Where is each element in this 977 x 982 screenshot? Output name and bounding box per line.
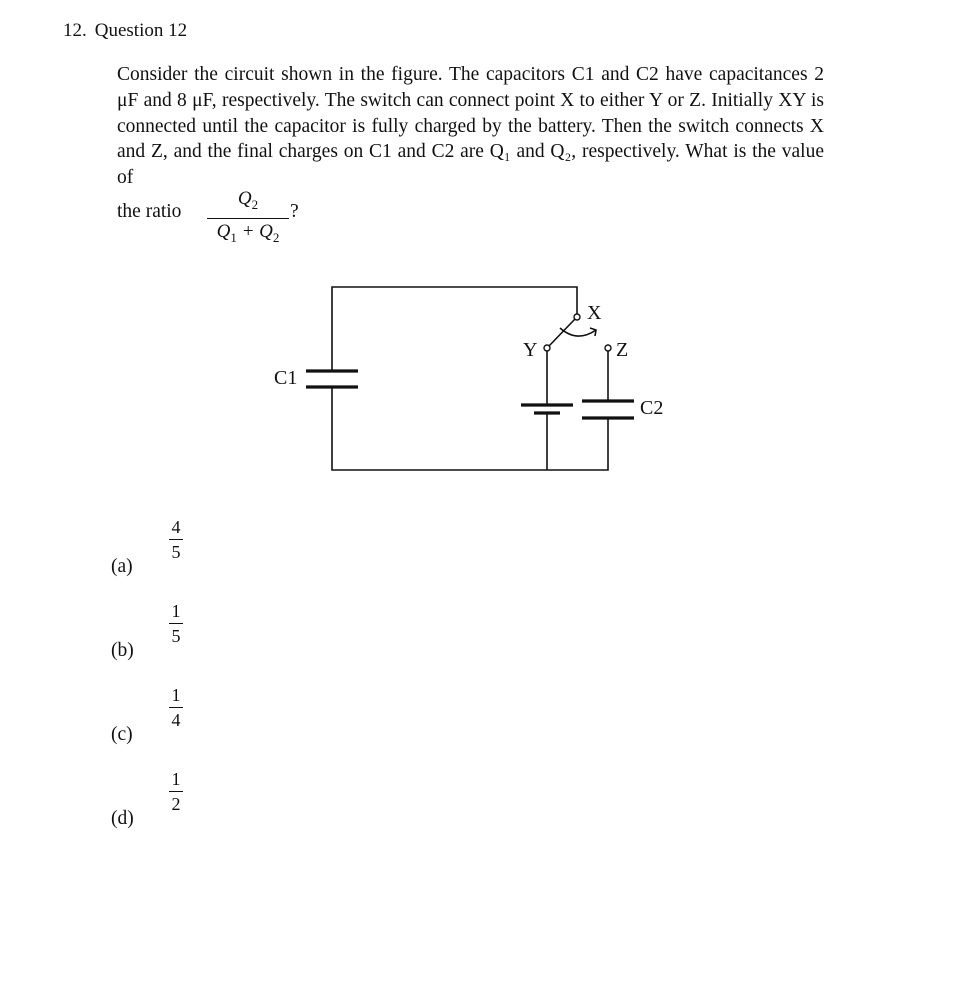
terminal-z (605, 345, 611, 351)
ratio-denominator: $Q_1 + Q_2$ (216, 220, 280, 245)
option-label: (c) (111, 724, 133, 745)
ratio-numerator: $Q_2$ (237, 188, 259, 212)
label-x: X (587, 302, 602, 324)
option-label: (d) (111, 808, 134, 829)
wire-bottom (332, 387, 608, 470)
ratio-prefix: the ratio (117, 201, 182, 222)
wire-top (332, 287, 577, 371)
option-fraction: 1 2 (169, 769, 183, 814)
question-title: Question 12 (94, 20, 188, 41)
option-fraction: 1 5 (169, 601, 183, 646)
question-number: 12. (63, 20, 87, 41)
option-fraction: 4 5 (169, 517, 183, 562)
label-z: Z (616, 339, 629, 361)
question-text: Consider the circuit shown in the figure. The capacitors C1 and C2 have capacitances 2 μF and 8 μF, respectively. The switch can connect point X to either Y or Z. Initially XY is connected until the capacitor is fully charged by the battery. Then the switch connects X and Z, and the final charges on C1 and C2 are Q₁ and Q₂, respectively. What is the value of (117, 64, 824, 189)
label-y: Y (523, 339, 538, 361)
option-fraction: 1 4 (169, 685, 183, 730)
label-c2: C2 (640, 397, 664, 419)
terminal-x (574, 314, 580, 320)
option-label: (a) (111, 556, 133, 577)
ratio-suffix: ? (290, 201, 299, 222)
label-c1: C1 (274, 367, 298, 389)
terminal-y (544, 345, 550, 351)
option-label: (b) (111, 640, 134, 661)
switch-blade (549, 319, 575, 346)
